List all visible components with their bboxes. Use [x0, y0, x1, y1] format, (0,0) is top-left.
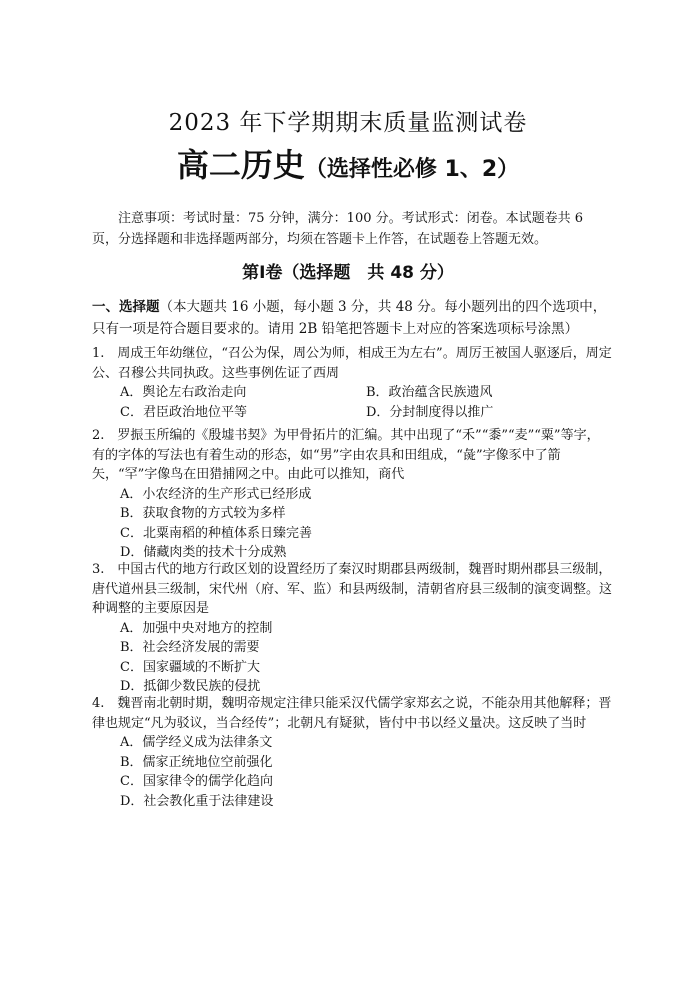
question-1: [92, 344, 612, 422]
option-a: A．加强中央对地方的控制: [120, 620, 273, 636]
option-row: [92, 403, 612, 423]
exam-subject: [0, 140, 696, 186]
subject-name: 高二历史: [176, 146, 305, 184]
option-d: D．分封制度得以推广: [366, 404, 494, 420]
option-d: D．社会教化重于法律建设: [120, 793, 274, 809]
option-d: D．抵御少数民族的侵扰: [120, 679, 261, 694]
option-b: B．社会经济发展的需要: [120, 640, 260, 655]
option-c: C．北粟南稻的种植体系日臻完善: [120, 525, 312, 541]
question-2: [92, 426, 612, 563]
option-a: A．儒学经义成为法律条文: [120, 735, 273, 750]
option-c: C．君臣政治地位平等: [120, 404, 247, 420]
option-a: A．小农经济的生产形式已经形成: [120, 486, 312, 502]
question-stem: 3. 中国古代的地方行政区划的设置经历了秦汉时期郡县两级制，魏晋时期州郡县三级制，唐代道州县三级制，宋代州（府、军、监）和县两级制，清朝省府县三级制的演变调整。这种调整的主要原因是: [92, 562, 613, 616]
option-d: D．储藏肉类的技术十分成熟: [120, 545, 287, 560]
option-row: [92, 383, 612, 403]
option-b: B．获取食物的方式较为多样: [120, 506, 286, 521]
question-stem: 4. 魏晋南北朝时期，魏明帝规定注律只能采汉代儒学家郑玄之说，不能杂用其他解释；晋律也规定“凡为驳议，当合经传”；北朝凡有疑狱，皆付中书以经义量决。这反映了当时: [92, 696, 612, 731]
option-a: A．舆论左右政治走向: [120, 385, 247, 400]
part-instructions: [92, 296, 612, 340]
subject-note: （选择性必修 1、2）: [304, 157, 520, 182]
section-title: 第Ⅰ卷（选择题 共 48 分）: [242, 263, 454, 283]
question-4: [92, 694, 612, 811]
option-b: B．儒家正统地位空前强化: [120, 754, 273, 770]
question-stem: 1. 周成王年幼继位，“召公为保，周公为师，相成王为左右”。周厉王被国人驱逐后，周定公、召穆公共同执政。这些事例佐证了西周: [92, 346, 612, 381]
option-c: C．国家律令的儒学化趋向: [120, 774, 273, 789]
exam-title: 2023 年下学期期末质量监测试卷: [168, 110, 528, 136]
exam-notice: 注意事项：考试时量：75 分钟，满分：100 分。考试形式：闭卷。本试题卷共 6 页，分选择题和非选择题两部分，均须在答题卡上作答，在试题卷上答题无效。: [92, 211, 584, 247]
part-label: 一、选择题: [92, 299, 160, 315]
part-instructions-text: （本大题共 16 小题，每小题 3 分，共 48 分。每小题列出的四个选项中，只有一项是符合题目要求的。请用 2B 铅笔把答题卡上对应的答案选项标号涂黑）: [92, 299, 607, 337]
option-b: B．政治蕴含民族遗风: [366, 385, 493, 400]
question-3: [92, 560, 612, 697]
option-c: C．国家疆域的不断扩大: [120, 659, 260, 675]
question-stem: 2. 罗振玉所编的《殷墟书契》为甲骨拓片的汇编。其中出现了“禾”“黍”“麦”“粟”等字，有的字体的写法也有着生动的形态，如“男”字由农具和田组成，“彘”字像豕中了箭矢，“罕”字像鸟在田猎捕网之中。由此可以推知，商代: [92, 428, 600, 482]
